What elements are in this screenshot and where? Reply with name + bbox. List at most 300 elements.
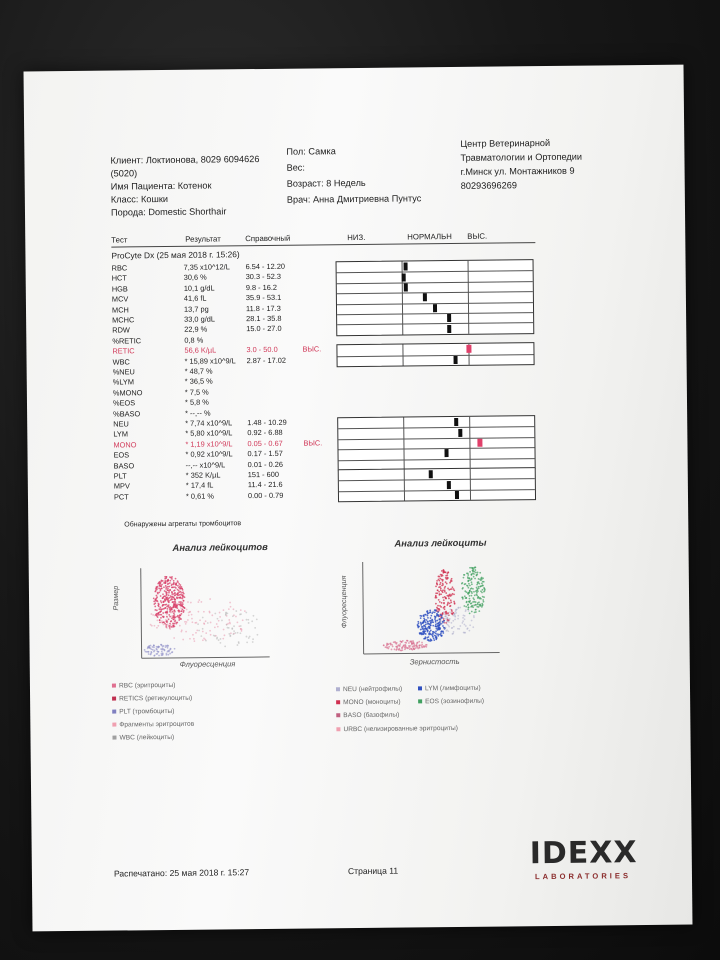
scatter-dot — [167, 608, 169, 610]
scatter-dot — [252, 641, 254, 643]
scatter-dot — [198, 599, 200, 601]
scatter-dot — [445, 592, 447, 594]
scatter-dot — [217, 618, 219, 620]
scatter-dot — [168, 592, 170, 594]
scatter-dot — [408, 642, 410, 644]
result-name: %MONO — [112, 388, 143, 398]
scatter-dot — [209, 598, 211, 600]
result-name: %NEU — [112, 367, 135, 377]
result-result: 33,0 g/dL — [184, 314, 215, 324]
right-scatter-plot — [349, 554, 510, 668]
legend-swatch — [336, 727, 340, 731]
scatter-dot — [237, 644, 239, 646]
scatter-dot — [166, 613, 168, 615]
scatter-dot — [469, 585, 471, 587]
scatter-dot — [467, 574, 469, 576]
scatter-dot — [228, 633, 230, 635]
result-ref: 0.05 - 0.67 — [247, 438, 283, 448]
result-result: * 0,61 % — [185, 491, 214, 501]
scatter-dot — [448, 598, 450, 600]
scatter-dot — [417, 621, 419, 623]
scatter-dot — [474, 578, 476, 580]
scatter-dot — [442, 625, 444, 627]
result-result: * 1,19 x10^9/L — [185, 439, 233, 449]
scatter-dot — [173, 613, 175, 615]
idexx-logo: IDEXX — [529, 835, 638, 872]
idexx-logo-subtitle: LABORATORIES — [534, 871, 632, 882]
scatter-dot — [166, 654, 168, 656]
scatter-dot — [156, 595, 158, 597]
legend-item — [336, 699, 401, 707]
gauge-marker-mchc — [447, 314, 451, 322]
legend-label: LYM (лимфоциты) — [424, 684, 481, 693]
scatter-dot — [465, 625, 467, 627]
result-name: RETIC — [112, 346, 135, 356]
scatter-dot — [161, 584, 163, 586]
scatter-dot — [462, 622, 464, 624]
scatter-dot — [249, 636, 251, 638]
result-name: RDW — [112, 325, 130, 335]
scatter-dot — [450, 599, 452, 601]
legend-label: URBC (нелизированные эритроциты) — [343, 724, 458, 734]
result-ref: 0.17 - 1.57 — [247, 448, 283, 459]
scatter-dot — [471, 581, 473, 583]
scatter-dot — [463, 605, 465, 607]
result-ref: 0.00 - 0.79 — [247, 490, 284, 500]
result-result: * 0,92 x10^9/L — [185, 449, 233, 459]
result-name: %LYM — [112, 377, 135, 387]
legend-label: MONO (моноциты) — [343, 698, 401, 707]
scatter-dot — [473, 591, 475, 593]
scatter-dot — [472, 626, 474, 628]
scatter-dot — [156, 627, 158, 629]
scatter-dot — [248, 622, 250, 624]
scatter-dot — [221, 620, 223, 622]
scatter-dot — [468, 583, 470, 585]
analyzer-title: ProCyte Dx (25 мая 2018 г. 15:26) — [111, 249, 240, 261]
scatter-dot — [443, 599, 445, 601]
scatter-dot — [481, 582, 483, 584]
scatter-dot — [160, 617, 162, 619]
result-ref: 30.3 - 52.3 — [245, 272, 282, 282]
result-result: * 5,80 x10^9/L — [185, 428, 233, 439]
scatter-dot — [162, 593, 164, 595]
scatter-dot — [441, 570, 443, 572]
scatter-dot — [162, 612, 164, 614]
scatter-dot — [168, 594, 170, 596]
gauge-row-line — [338, 437, 534, 440]
legend-item — [418, 685, 481, 693]
client-id: (5020) — [110, 168, 138, 179]
result-name: MPV — [113, 481, 130, 491]
scatter-dot — [420, 617, 422, 619]
scatter-dot — [418, 641, 420, 643]
scatter-dot — [169, 580, 171, 582]
result-result: * 7,5 % — [184, 387, 209, 397]
doctor-name: Врач: Анна Дмитриевна Пунтус — [286, 193, 422, 205]
scatter-dot — [452, 620, 454, 622]
scatter-dot — [229, 602, 231, 604]
scatter-dot — [478, 610, 480, 612]
scatter-dot — [150, 613, 152, 615]
scatter-dot — [200, 601, 202, 603]
scatter-dot — [188, 614, 190, 616]
scatter-dot — [473, 616, 475, 618]
patient-breed: Порода: Domestic Shorthair — [110, 206, 227, 218]
scatter-dot — [153, 646, 155, 648]
result-ref: 15.0 - 27.0 — [246, 324, 282, 334]
legend-item — [112, 682, 176, 690]
clinic-line-3: г.Минск ул. Монтажников 9 — [460, 165, 575, 177]
scatter-dot — [185, 623, 187, 625]
scatter-dot — [464, 595, 466, 597]
result-ref: 11.8 - 17.3 — [245, 303, 281, 313]
gauge-marker-rbc — [403, 263, 407, 271]
result-result: 56,6 K/µL — [184, 345, 217, 355]
gauge-row-line — [337, 291, 533, 294]
scatter-dot — [246, 636, 248, 638]
scatter-dot — [442, 632, 444, 634]
scatter-dot — [156, 609, 158, 611]
result-ref: 11.4 - 21.6 — [247, 480, 283, 490]
scatter-dot — [430, 617, 432, 619]
scatter-dot — [186, 609, 188, 611]
result-name: PCT — [113, 492, 129, 502]
scatter-dot — [199, 619, 201, 621]
scatter-dot — [187, 601, 189, 603]
scatter-dot — [167, 654, 169, 656]
gauge-divider — [403, 418, 405, 470]
scatter-dot — [449, 611, 451, 613]
scatter-dot — [154, 606, 156, 608]
scatter-dot — [254, 627, 256, 629]
scatter-dot — [224, 634, 226, 636]
legend-label: PLT (тромбоциты) — [119, 707, 175, 716]
gauge-row-line — [337, 271, 533, 274]
right-plot-title: Анализ лейкоциты — [394, 536, 487, 549]
scatter-dot — [195, 632, 197, 634]
legend-item — [336, 725, 458, 733]
result-result: * 7,74 x10^9/L — [185, 418, 233, 428]
scatter-dot — [433, 639, 435, 641]
scatter-dot — [160, 595, 162, 597]
gauge-marker-hgb — [403, 283, 407, 291]
legend-swatch — [336, 687, 340, 691]
scatter-dot — [160, 590, 162, 592]
scatter-dot — [435, 585, 437, 587]
scatter-dot — [459, 607, 461, 609]
scatter-dot — [483, 601, 485, 603]
scatter-dot — [185, 631, 187, 633]
scatter-dot — [190, 602, 192, 604]
scatter-dot — [479, 572, 481, 574]
scatter-dot — [205, 632, 207, 634]
result-ref: 28.1 - 35.8 — [246, 313, 282, 324]
scatter-dot — [443, 613, 445, 615]
scatter-dot — [477, 571, 479, 573]
scatter-dot — [435, 603, 437, 605]
scatter-dot — [421, 642, 423, 644]
legend-label: WBC (лейкоциты) — [119, 733, 175, 742]
client-label: Клиент: Локтионова, 8029 6094626 — [110, 154, 260, 166]
result-name: MCH — [111, 304, 129, 315]
scatter-dot — [450, 601, 452, 603]
scatter-dot — [152, 614, 154, 616]
scatter-dot — [222, 638, 224, 640]
scatter-dot — [233, 630, 235, 632]
scatter-dot — [429, 610, 431, 612]
scatter-dot — [233, 625, 235, 627]
result-name: MONO — [113, 440, 137, 450]
scatter-dot — [159, 621, 161, 623]
result-result: --,-- x10^9/L — [185, 459, 226, 470]
col-low: НИЗ. — [347, 232, 366, 243]
scatter-dot — [165, 588, 167, 590]
scatter-dot — [467, 608, 469, 610]
result-name: RBC — [111, 263, 128, 273]
result-ref: 35.9 - 53.1 — [245, 292, 282, 303]
scatter-dot — [257, 634, 259, 636]
scatter-dot — [453, 626, 455, 628]
scatter-dot — [242, 619, 244, 621]
scatter-dot — [153, 600, 155, 602]
scatter-dot — [218, 639, 220, 641]
result-result: * --,-- % — [185, 408, 211, 418]
scatter-dot — [391, 649, 393, 651]
scatter-dot — [197, 611, 199, 613]
gauge-marker-eos — [444, 449, 448, 457]
legend-item — [112, 721, 194, 729]
gauge-marker-retic — [467, 345, 472, 353]
scatter-dot — [244, 610, 246, 612]
scatter-dot — [193, 640, 195, 642]
scatter-dot — [153, 597, 155, 599]
scatter-dot — [256, 618, 258, 620]
result-result: * 15,89 x10^9/L — [184, 355, 236, 366]
scatter-dot — [457, 628, 459, 630]
scatter-dot — [425, 621, 427, 623]
legend-swatch — [112, 736, 116, 740]
result-result: 10,1 g/dL — [183, 283, 215, 293]
scatter-dot — [469, 612, 471, 614]
result-name: WBC — [112, 356, 130, 367]
legend-label: EOS (эозинофилы) — [425, 697, 485, 706]
scatter-dot — [245, 612, 247, 614]
result-name: LYM — [113, 429, 129, 439]
scatter-dot — [173, 637, 175, 639]
legend-item — [112, 708, 174, 716]
result-name: HCT — [111, 273, 127, 283]
scatter-dot — [468, 630, 470, 632]
scatter-dot — [465, 606, 467, 608]
scatter-dot — [159, 607, 161, 609]
scatter-dot — [174, 648, 176, 650]
scatter-dot — [230, 606, 232, 608]
result-ref: 151 - 600 — [247, 469, 280, 480]
result-name: HGB — [111, 284, 128, 294]
gauge-row-line — [338, 427, 534, 430]
scatter-dot — [441, 602, 443, 604]
gauge-marker-mpv — [447, 481, 451, 489]
scatter-dot — [246, 619, 248, 621]
right-plot-ylabel: Флуоресценция — [338, 575, 349, 629]
legend-item — [336, 686, 402, 694]
left-plot-title: Анализ лейкоцитов — [172, 540, 268, 553]
result-ref: 1.48 - 10.29 — [247, 417, 287, 428]
result-name: BASO — [113, 460, 135, 471]
scatter-dot — [251, 620, 253, 622]
scatter-dot — [214, 626, 216, 628]
scatter-dot — [436, 633, 438, 635]
scatter-dot — [157, 625, 159, 627]
result-result: 0,8 % — [184, 335, 204, 345]
gauge-divider — [469, 417, 471, 469]
result-ref: 0.92 - 6.88 — [247, 428, 283, 438]
result-name: EOS — [113, 450, 130, 460]
gauge-row-line — [337, 312, 533, 315]
scatter-dot — [463, 577, 465, 579]
lab-report-sheet — [24, 65, 693, 932]
gauge-plt-group — [338, 467, 536, 502]
col-reference: Справочный — [245, 233, 291, 244]
right-plot-xlabel: Зернистость — [409, 656, 460, 667]
result-result: 22,9 % — [184, 324, 208, 335]
scatter-dot — [158, 591, 160, 593]
scatter-dot — [228, 608, 230, 610]
scatter-dot — [224, 645, 226, 647]
scatter-dot — [467, 587, 469, 589]
scatter-dot — [437, 605, 439, 607]
scatter-dot — [218, 620, 220, 622]
scatter-dot — [202, 628, 204, 630]
result-name: %EOS — [112, 398, 136, 408]
scatter-dot — [435, 630, 437, 632]
patient-class: Класс: Кошки — [110, 193, 169, 205]
scatter-dot — [252, 638, 254, 640]
left-scatter-plot — [129, 559, 280, 671]
result-result: 30,6 % — [183, 272, 207, 283]
legend-label: RETICS (ретикулоциты) — [119, 694, 193, 703]
scatter-dot — [193, 638, 195, 640]
scatter-dot — [196, 629, 198, 631]
scatter-dot — [235, 610, 237, 612]
scatter-dot — [482, 589, 484, 591]
scatter-dot — [148, 653, 150, 655]
gauge-marker-pct — [455, 491, 459, 499]
scatter-dot — [189, 638, 191, 640]
gauge-marker-rdw — [447, 325, 451, 333]
scatter-dot — [210, 634, 212, 636]
scatter-dot — [457, 618, 459, 620]
scatter-dot — [246, 641, 248, 643]
scatter-dot — [473, 576, 475, 578]
legend-item — [112, 734, 174, 742]
result-result: * 48,7 % — [184, 366, 213, 376]
scatter-dot — [154, 625, 156, 627]
legend-label: NEU (нейтрофилы) — [342, 685, 403, 694]
result-name: MCHC — [112, 315, 135, 325]
gauge-divider — [469, 469, 470, 500]
clinic-line-1: Центр Ветеринарной — [460, 137, 551, 149]
scatter-dot — [459, 625, 461, 627]
scatter-dot — [168, 586, 170, 588]
scatter-dot — [180, 613, 182, 615]
scatter-dot — [211, 614, 213, 616]
gauge-marker-mono — [477, 439, 482, 447]
gauge-marker-wbc — [453, 356, 457, 364]
scatter-dot — [179, 625, 181, 627]
result-name: PLT — [113, 471, 127, 481]
scatter-dot — [453, 631, 455, 633]
scatter-dot — [191, 614, 193, 616]
scatter-dot — [438, 599, 440, 601]
scatter-dot — [478, 586, 480, 588]
scatter-dot — [471, 583, 473, 585]
scatter-dot — [163, 586, 165, 588]
gauge-row-line — [338, 354, 534, 357]
gauge-divider — [404, 470, 405, 501]
scatter-dot — [469, 595, 471, 597]
gauge-marker-mcv — [423, 294, 427, 302]
scatter-dot — [452, 586, 454, 588]
scatter-dot — [200, 635, 202, 637]
scatter-dot — [219, 612, 221, 614]
scatter-dot — [440, 582, 442, 584]
scatter-dot — [442, 597, 444, 599]
scatter-dot — [198, 630, 200, 632]
scatter-dot — [471, 611, 473, 613]
scatter-dot — [202, 617, 204, 619]
patient-name: Имя Пациента: Котенок — [110, 180, 212, 192]
scatter-dot — [228, 619, 230, 621]
scatter-dot — [168, 618, 170, 620]
scatter-dot — [432, 625, 434, 627]
scatter-dot — [177, 585, 179, 587]
scatter-dot — [440, 588, 442, 590]
result-result: 41,6 fL — [183, 293, 207, 303]
result-result: * 352 K/µL — [185, 470, 221, 480]
gauge-marker-mch — [433, 304, 437, 312]
platelet-note: Обнаружены агрегаты тромбоцитов — [124, 520, 242, 529]
scatter-dot — [209, 630, 211, 632]
scatter-dot — [158, 655, 160, 657]
scatter-dot — [217, 626, 219, 628]
gauge-row-line — [338, 447, 534, 450]
gauge-wbc-diff — [337, 415, 536, 471]
result-result: * 17,4 fL — [185, 480, 214, 491]
scatter-dot — [426, 619, 428, 621]
scatter-dot — [161, 651, 163, 653]
col-test: Тест — [111, 235, 128, 245]
gauge-marker-hct — [401, 273, 405, 281]
result-name: NEU — [113, 419, 129, 429]
col-high: ВЫС. — [467, 231, 488, 241]
result-result: * 5,8 % — [184, 397, 209, 407]
left-plot-xlabel: Флуоресценция — [179, 659, 236, 669]
scatter-dot — [144, 649, 146, 651]
gauge-marker-lym — [458, 429, 462, 437]
scatter-dot — [169, 653, 171, 655]
gauge-row-line — [339, 458, 535, 461]
result-ref: 6.54 - 12.20 — [245, 261, 286, 272]
scatter-dot — [469, 571, 471, 573]
scatter-dot — [439, 584, 441, 586]
scatter-dot — [462, 620, 464, 622]
scatter-dot — [169, 616, 171, 618]
scatter-dot — [241, 630, 243, 632]
gauge-row-line — [339, 489, 535, 492]
scatter-dot — [192, 634, 194, 636]
